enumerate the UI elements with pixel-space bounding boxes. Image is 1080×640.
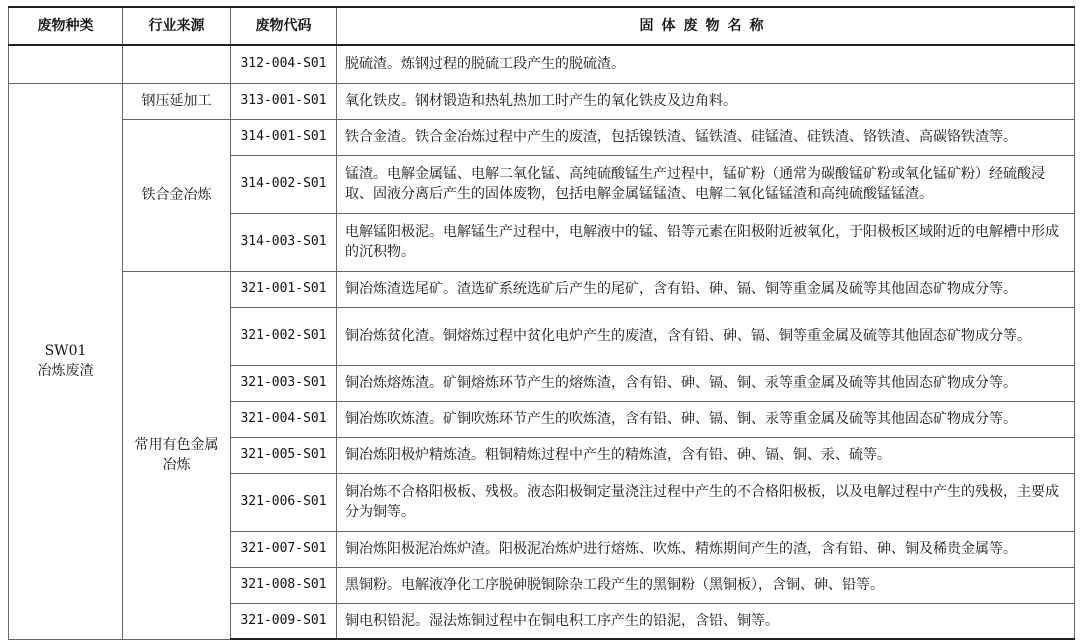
source-steel-rolling: 钢压延加工 [123, 83, 231, 119]
waste-description: 铜电积铅泥。湿法炼铜过程中在铜电积工序产生的铅泥，含铅、铜等。 [337, 603, 1075, 639]
waste-description: 铜冶炼吹炼渣。矿铜吹炼环节产生的吹炼渣，含有铅、砷、镉、铜、汞等重金属及硫等其他固态矿物成分等。 [337, 401, 1075, 437]
table-row [9, 119, 1075, 155]
table-row [9, 271, 1075, 307]
header-code: 废物代码 [231, 7, 337, 45]
waste-description: 锰渣。电解金属锰、电解二氧化锰、高纯硫酸锰生产过程中，锰矿粉（通常为碳酸锰矿粉或氧化锰矿粉）经硫酸浸取、固液分离后产生的固体废物，包括电解金属锰锰渣、电解二氧化锰锰渣和高纯硫酸锰锰渣。 [337, 155, 1075, 213]
waste-description: 脱硫渣。炼钢过程的脱硫工段产生的脱硫渣。 [337, 45, 1075, 83]
category-code: SW01 [44, 343, 87, 359]
waste-description: 电解锰阳极泥。电解锰生产过程中，电解液中的锰、铅等元素在阳极附近被氧化，于阳极板区域附近的电解槽中形成的沉积物。 [337, 213, 1075, 271]
waste-description: 铜冶炼贫化渣。铜熔炼过程中贫化电炉产生的废渣，含有铅、砷、镉、铜等重金属及硫等其他固态矿物成分等。 [337, 307, 1075, 365]
category-cell [9, 83, 123, 639]
waste-code: 321-007-S01 [231, 531, 337, 567]
waste-code: 321-006-S01 [231, 473, 337, 531]
category-name: 冶炼废渣 [37, 363, 94, 379]
source-ferroalloy: 铁合金冶炼 [123, 119, 231, 271]
table-row [9, 45, 1075, 83]
waste-code: 321-001-S01 [231, 271, 337, 307]
waste-code: 321-005-S01 [231, 437, 337, 473]
header-name: 固体废物名称 [337, 7, 1075, 45]
waste-code: 321-004-S01 [231, 401, 337, 437]
source-cell-blank [123, 45, 231, 83]
waste-description: 铜冶炼阳极泥冶炼炉渣。阳极泥冶炼炉进行熔炼、吹炼、精炼期间产生的渣，含有铅、砷、铜及稀贵金属等。 [337, 531, 1075, 567]
waste-code: 314-001-S01 [231, 119, 337, 155]
waste-code: 314-002-S01 [231, 155, 337, 213]
category-cell-blank [9, 45, 123, 83]
waste-description: 铜冶炼阳极炉精炼渣。粗铜精炼过程中产生的精炼渣，含有铅、砷、镉、铜、汞、硫等。 [337, 437, 1075, 473]
waste-code: 321-002-S01 [231, 307, 337, 365]
waste-code: 321-009-S01 [231, 603, 337, 639]
source-nonferrous: 常用有色金属冶炼 [123, 271, 231, 639]
waste-code: 313-001-S01 [231, 83, 337, 119]
waste-code: 321-003-S01 [231, 365, 337, 401]
waste-table-container [8, 6, 1075, 640]
waste-description: 黑铜粉。电解液净化工序脱砷脱铜除杂工段产生的黑铜粉（黑铜板），含铜、砷、铅等。 [337, 567, 1075, 603]
table-row [9, 83, 1075, 119]
waste-description: 铜冶炼熔炼渣。矿铜熔炼环节产生的熔炼渣，含有铅、砷、镉、铜、汞等重金属及硫等其他固态矿物成分等。 [337, 365, 1075, 401]
waste-code: 321-008-S01 [231, 567, 337, 603]
waste-description: 铁合金渣。铁合金冶炼过程中产生的废渣，包括镍铁渣、锰铁渣、硅锰渣、硅铁渣、铬铁渣、高碳铬铁渣等。 [337, 119, 1075, 155]
waste-code: 312-004-S01 [231, 45, 337, 83]
table-header-row [9, 7, 1075, 45]
waste-code: 314-003-S01 [231, 213, 337, 271]
waste-description: 铜冶炼渣选尾矿。渣选矿系统选矿后产生的尾矿，含有铅、砷、镉、铜等重金属及硫等其他固态矿物成分等。 [337, 271, 1075, 307]
header-source: 行业来源 [123, 7, 231, 45]
waste-classification-table [8, 6, 1075, 640]
waste-description: 氧化铁皮。钢材锻造和热轧热加工时产生的氧化铁皮及边角料。 [337, 83, 1075, 119]
header-category: 废物种类 [9, 7, 123, 45]
waste-description: 铜冶炼不合格阳极板、残极。液态阳极铜定量浇注过程中产生的不合格阳极板，以及电解过程中产生的残极，主要成分为铜等。 [337, 473, 1075, 531]
